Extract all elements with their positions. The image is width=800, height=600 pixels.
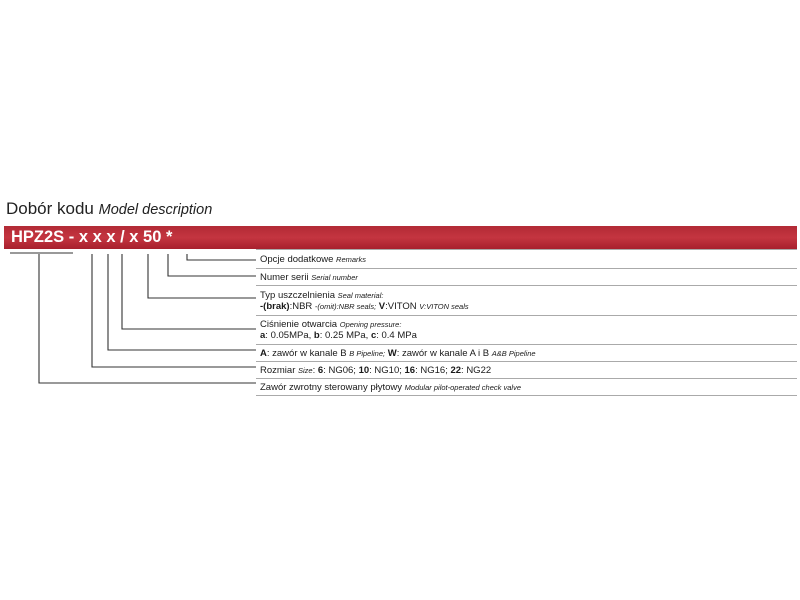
polish-text: Rozmiar	[260, 364, 299, 376]
polish-text: : 0.05MPa,	[265, 330, 314, 341]
title-main: Dobór kodu	[6, 199, 94, 218]
bold-code: b	[313, 330, 320, 341]
polish-text: : NG06;	[323, 364, 359, 376]
bold-code: 16	[404, 364, 416, 376]
bold-code: c	[370, 330, 377, 341]
polish-text: Typ uszczelnienia	[260, 289, 338, 301]
connector-row-2	[168, 254, 256, 276]
row-check-valve	[256, 379, 797, 396]
english-translation: V:VITON seals	[419, 301, 469, 311]
connector-row-1	[187, 254, 256, 260]
polish-text: : 0.4 MPa	[376, 330, 417, 341]
english-translation: B Pipeline;	[349, 348, 386, 358]
bold-code: A	[260, 347, 267, 359]
polish-text: : NG10;	[369, 364, 405, 376]
polish-text: : NG22	[461, 364, 492, 376]
bold-code: W	[385, 347, 397, 359]
english-translation: Serial number	[311, 272, 358, 282]
polish-text: : 0.25 MPa,	[319, 330, 371, 341]
connector-row-5	[108, 254, 256, 350]
english-translation: Opening pressure:	[339, 320, 402, 329]
english-translation: Size	[298, 365, 313, 375]
english-translation: Seal material:	[337, 290, 384, 300]
model-code: HPZ2S - x x x / x 50 *	[11, 228, 173, 246]
english-translation: Remarks	[336, 254, 367, 264]
bold-code: -(brak)	[260, 300, 290, 312]
row-text	[260, 272, 793, 283]
model-code-banner	[4, 226, 797, 249]
polish-text: Numer serii	[260, 271, 312, 283]
polish-text: Zawór zwrotny sterowany płytowy	[260, 381, 405, 393]
english-translation: A&B Pipeline	[491, 348, 536, 358]
polish-text: :VITON	[385, 300, 420, 312]
row-seal-material	[256, 286, 797, 316]
bold-code: 22	[450, 364, 462, 376]
row-text	[260, 348, 793, 359]
row-text-2	[260, 301, 793, 312]
bold-code: V	[376, 300, 386, 312]
bold-code: a	[260, 330, 266, 341]
row-pipeline	[256, 345, 797, 362]
row-text	[260, 319, 793, 330]
english-translation: Modular pilot-operated check valve	[404, 382, 521, 392]
description-table	[256, 249, 797, 396]
connector-row-6	[92, 254, 256, 367]
polish-text: : zawór w kanale B	[266, 347, 350, 359]
polish-text: :NBR	[289, 300, 315, 312]
row-opening-pressure	[256, 316, 797, 345]
connector-row-3	[148, 254, 256, 298]
row-text	[260, 382, 793, 393]
section-title	[6, 199, 212, 219]
polish-text: : zawór w kanale A i B	[396, 347, 492, 359]
row-size	[256, 362, 797, 379]
polish-text: :	[312, 364, 318, 376]
bold-code: 6	[317, 364, 324, 376]
polish-text: : NG16;	[415, 364, 451, 376]
row-text-2	[260, 330, 793, 341]
row-text	[260, 290, 793, 301]
connector-row-4	[122, 254, 256, 329]
english-translation: -(omit):NBR seals;	[314, 301, 377, 311]
bold-code: 10	[358, 364, 370, 376]
row-text	[260, 365, 793, 376]
polish-text: Ciśnienie otwarcia	[260, 319, 340, 330]
connector-row-7	[39, 254, 256, 383]
row-remarks	[256, 250, 797, 269]
polish-text: Opcje dodatkowe	[260, 253, 337, 265]
row-text	[260, 254, 793, 265]
title-sub: Model description	[98, 202, 213, 218]
row-serial-number	[256, 269, 797, 286]
